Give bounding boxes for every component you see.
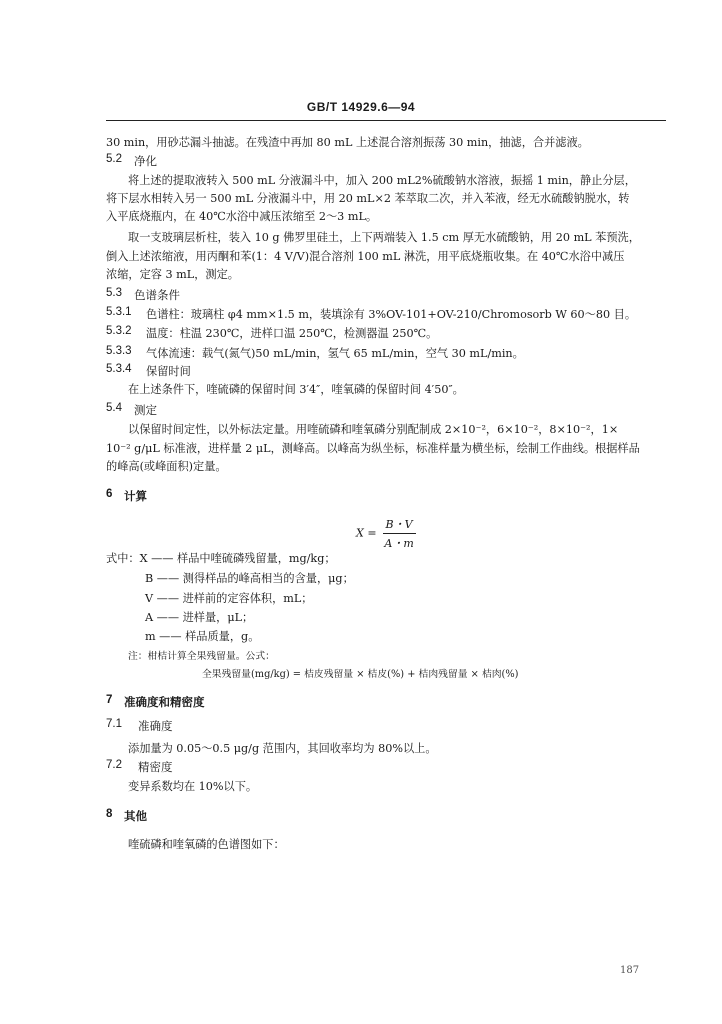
section-7-number: 7 (106, 694, 113, 706)
formula-numerator: B・V (383, 516, 416, 534)
definition-v: V —— 进样前的定容体积，mL； (145, 592, 313, 605)
paragraph-5-4-line-1: 以保留时间定性，以外标法定量。用喹硫磷和喹氧磷分别配制成 2×10⁻²，6×10⁻²，8×10⁻²，1× (128, 423, 619, 436)
section-7-2-title: 精密度 (138, 762, 173, 774)
section-7-2-text: 变异系数均在 10%以下。 (128, 780, 258, 793)
section-5-2-number: 5.2 (106, 153, 122, 165)
formula-fraction (383, 516, 416, 551)
formula (356, 516, 416, 551)
header-rule (106, 120, 666, 121)
paragraph-5-2b-line-2: 倒入上述浓缩液，用丙酮和苯(1：4 V/V)混合溶剂 100 mL 淋洗，用平底烧瓶收集。在 40℃水浴中减压 (106, 250, 625, 263)
section-7-1-text: 添加量为 0.05～0.5 μg/g 范围内，其回收率均为 80%以上。 (128, 742, 437, 755)
section-5-3-2-text: 温度：柱温 230℃，进样口温 250℃，检测器温 250℃。 (146, 327, 438, 340)
paragraph-5-2b-line-3: 浓缩，定容 3 mL，测定。 (106, 268, 239, 281)
section-5-4-number: 5.4 (106, 402, 122, 414)
section-5-3-number: 5.3 (106, 287, 122, 299)
section-7-1-title: 准确度 (138, 721, 173, 733)
section-5-3-4-text: 在上述条件下，喹硫磷的保留时间 3′4″，喹氧磷的保留时间 4′50″。 (128, 383, 464, 396)
section-5-3-1-number: 5.3.1 (106, 306, 132, 318)
definition-b: B —— 测得样品的峰高相当的含量，μg； (145, 572, 354, 585)
continued-line: 30 min，用砂芯漏斗抽滤。在残渣中再加 80 mL 上述混合溶剂振荡 30 min，抽滤，合并滤液。 (106, 136, 589, 149)
formula-denominator: A・m (384, 537, 414, 550)
section-8-number: 8 (106, 808, 113, 820)
section-5-3-4-number: 5.3.4 (106, 363, 132, 375)
paragraph-5-2a-line-2: 将下层水相转入另一 500 mL 分液漏斗中，用 20 mL×2 苯萃取二次，并入苯液，经无水硫酸钠脱水，转 (106, 192, 630, 205)
section-8-title: 其他 (124, 811, 147, 823)
section-7-2-number: 7.2 (106, 759, 122, 771)
paragraph-5-4-line-3: 的峰高(或峰面积)定量。 (106, 460, 227, 473)
paragraph-5-2a-line-1: 将上述的提取液转入 500 mL 分液漏斗中，加入 200 mL2%硫酸钠水溶液，振摇 1 min，静止分层， (128, 174, 636, 187)
paragraph-5-4-line-2: 10⁻² g/μL 标准液，进样量 2 μL，测峰高。以峰高为纵坐标，标准样量为横坐标，绘制工作曲线。根据样品 (106, 442, 640, 455)
definition-m: m —— 样品质量，g。 (145, 630, 260, 643)
document-header: GB/T 14929.6—94 (306, 100, 416, 114)
note-line-2: 全果残留量(mg/kg) = 桔皮残留量 × 桔皮(%) + 桔肉残留量 × 桔肉(%) (202, 669, 519, 680)
section-5-3-3-number: 5.3.3 (106, 345, 132, 357)
definition-x: 式中：X —— 样品中喹硫磷残留量，mg/kg； (106, 552, 336, 565)
page-number: 187 (620, 965, 640, 976)
section-5-3-1-text: 色谱柱：玻璃柱 φ4 mm×1.5 m，装填涂有 3%OV-101+OV-210/Chromosorb W 60～80 目。 (146, 308, 637, 321)
section-5-3-3-text: 气体流速：载气(氮气)50 mL/min，氢气 65 mL/min，空气 30 mL/min。 (146, 347, 524, 360)
section-5-3-title: 色谱条件 (134, 290, 180, 302)
section-5-2-title: 净化 (134, 156, 157, 168)
section-8-text: 喹硫磷和喹氧磷的色谱图如下： (128, 838, 285, 851)
formula-lhs: X = (356, 526, 377, 540)
note-line-1: 注：柑桔计算全果残留量。公式： (128, 651, 275, 662)
paragraph-5-2a-line-3: 入平底烧瓶内，在 40℃水浴中减压浓缩至 2～3 mL。 (106, 210, 378, 223)
definition-a: A —— 进样量，μL； (145, 611, 254, 624)
section-6-number: 6 (106, 488, 113, 500)
section-5-4-title: 测定 (134, 405, 157, 417)
section-7-1-number: 7.1 (106, 718, 122, 730)
paragraph-5-2b-line-1: 取一支玻璃层析柱，装入 10 g 佛罗里硅土，上下两端装入 1.5 cm 厚无水硫酸钠，用 20 mL 苯预洗， (128, 231, 640, 244)
section-5-3-4-title: 保留时间 (146, 365, 191, 378)
section-6-title: 计算 (124, 491, 147, 503)
section-5-3-2-number: 5.3.2 (106, 325, 132, 337)
section-7-title: 准确度和精密度 (124, 697, 205, 709)
